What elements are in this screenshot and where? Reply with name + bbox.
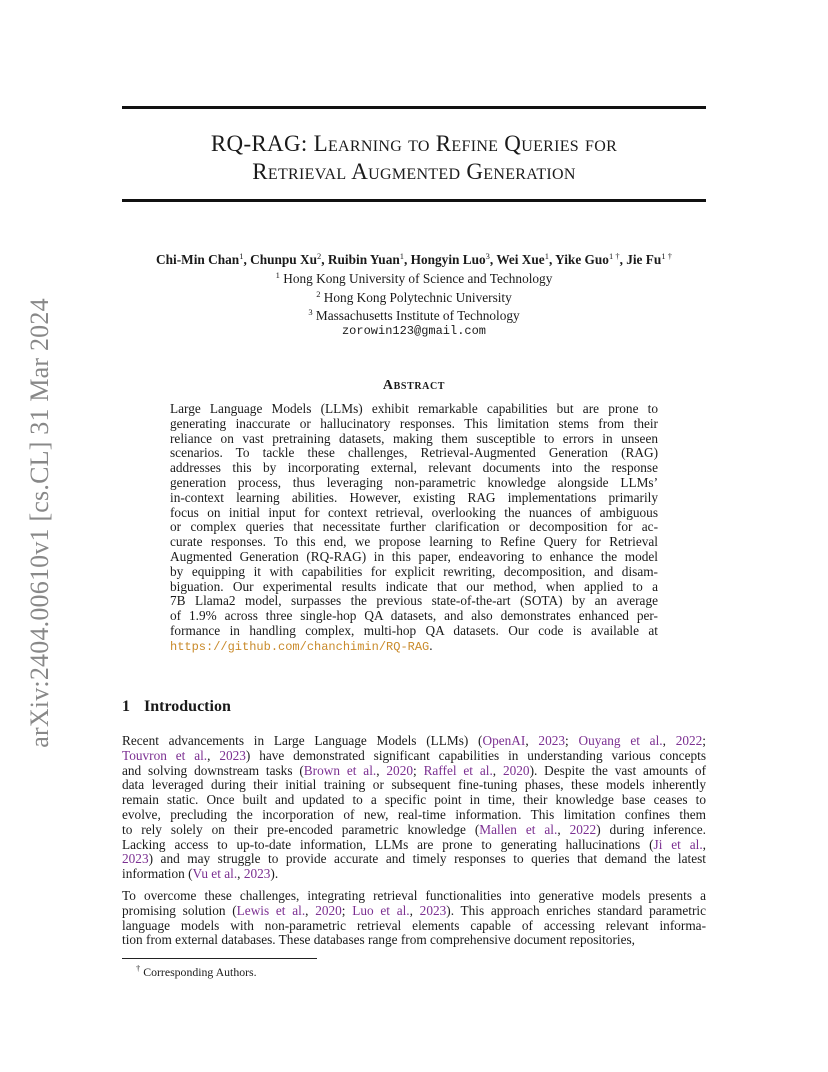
text-line [122, 808, 706, 823]
text-run: remain static. Once built and updated to a specific point in time, their knowledge base ceases to [122, 792, 706, 808]
text-line [122, 889, 706, 904]
text-run: language models with non-parametric retrieval elements capable of accessing relevant informa- [122, 917, 706, 933]
author-name: Chi-Min Chan [156, 252, 240, 267]
text-run: ; [702, 733, 706, 748]
footnote-text: Corresponding Authors. [143, 965, 257, 979]
author-affiliation-marker: 1 [239, 251, 244, 261]
author-name: Wei Xue [496, 252, 545, 267]
text-run: and solving downstream tasks ( [122, 762, 304, 778]
affiliation-marker: 2 [316, 288, 321, 299]
footnote-corresponding-authors [136, 963, 257, 980]
text-run: , [376, 762, 387, 778]
text-run: promising solution ( [122, 902, 237, 918]
title-top-rule [122, 106, 706, 109]
text-run: to rely solely on their pre-encoded parametric knowledge ( [122, 821, 480, 837]
affiliation-line [110, 268, 718, 287]
affiliation-name: Hong Kong Polytechnic University [323, 289, 512, 305]
text-run: ) have demonstrated significant capabilities in understanding various concepts [245, 747, 706, 763]
author-affiliation-marker: 1 † [608, 251, 620, 261]
citation-link[interactable]: 2020 [386, 762, 413, 778]
abstract-line: formance in handling complex, multi-hop QA datasets. Our code is available at [170, 622, 658, 638]
section-number: 1 [122, 698, 130, 715]
text-line [122, 933, 706, 948]
abstract-line: biguation. Our experimental results indicate that our method, when applied to a [170, 578, 658, 594]
citation-link[interactable]: Vu et al. [192, 866, 238, 882]
citation-link[interactable]: Ji et al. [653, 836, 703, 852]
text-run: evolve, precluding the incorporation of new, real-time information. This limitation confines them [122, 806, 706, 822]
abstract-line: reliance on vast pretraining datasets, making them susceptible to errors in unseen [170, 430, 658, 446]
text-run: ) during inference. [596, 821, 706, 837]
author-affiliation-marker: 1 † [661, 251, 672, 261]
text-line [122, 749, 706, 764]
citation-link[interactable]: 2023 [538, 733, 566, 748]
citation-link[interactable]: Ouyang et al. [578, 733, 663, 748]
abstract-line: generating inaccurate or hallucinatory responses. This limitation stems from their [170, 415, 658, 431]
paper-title-line-1: RQ-RAG: Learning to Refine Queries for [210, 131, 618, 156]
text-run: ). This approach enriches standard parametric [446, 902, 706, 918]
text-line [122, 778, 706, 793]
citation-link[interactable]: Brown et al. [303, 762, 377, 778]
text-run: , [702, 836, 706, 852]
text-line [122, 852, 706, 867]
text-run: , [305, 902, 316, 918]
text-run: Lacking access to up-to-date information, LLMs are prone to generating hallucinations ( [122, 836, 654, 852]
affiliation-name: Hong Kong University of Science and Technology [283, 271, 553, 286]
citation-link[interactable]: OpenAI [482, 733, 526, 748]
section-title: Introduction [144, 698, 231, 715]
citation-link[interactable]: 2020 [502, 762, 530, 778]
author-name: Ruibin Yuan [327, 252, 400, 267]
author-affiliation-marker: 2 [317, 251, 322, 261]
text-run: , [237, 866, 244, 882]
text-run: information ( [122, 866, 193, 882]
abstract-line: of 1.9% across three single-hop QA datasets, and also demonstrates enhanced per- [170, 608, 658, 624]
citation-link[interactable]: 2023 [419, 902, 447, 918]
text-run: ) and may struggle to provide accurate and timely responses to queries that demand the latest [148, 851, 706, 867]
author-affiliation-marker: 1 [544, 251, 549, 261]
affiliation-name: Massachusetts Institute of Technology [315, 308, 520, 323]
arxiv-identifier-stamp: arXiv:2404.00610v1 [cs.CL] 31 Mar 2024 [25, 298, 54, 748]
text-run: , [557, 821, 570, 837]
abstract-line: curate responses. To this end, we propose learning to Refine Query for Retrieval [170, 534, 658, 550]
text-run: , [409, 902, 420, 918]
citation-link[interactable]: 2023 [243, 866, 271, 882]
title-bottom-rule [122, 199, 706, 202]
code-repository-link[interactable]: https://github.com/chanchimin/RQ-RAG [170, 639, 430, 654]
author-name: Hongyin Luo [410, 252, 486, 267]
abstract-line: in-context learning abilities. However, existing RAG implementations primarily [170, 489, 658, 505]
author-name: Yike Guo [555, 252, 609, 267]
citation-link[interactable]: Touvron et al. [122, 747, 208, 763]
introduction-paragraph-1 [122, 734, 706, 882]
author-block [110, 248, 718, 339]
citation-link[interactable]: 2023 [122, 851, 149, 867]
text-run: tion from external databases. These databases range from comprehensive document repositories, [122, 932, 635, 948]
abstract-line: by equipping it with capabilities for explicit rewriting, decomposition, and disam- [170, 563, 658, 579]
paper-title [122, 130, 706, 186]
author-name: Chunpu Xu [250, 252, 317, 267]
contact-email[interactable]: zorowin123@gmail.com [341, 323, 487, 338]
citation-link[interactable]: Mallen et al. [479, 821, 558, 837]
citation-link[interactable]: 2023 [219, 747, 246, 763]
text-run: data leveraged during their initial training or subsequent fine-tuning phases, these models inherently [122, 777, 706, 793]
text-run: ). [270, 866, 279, 882]
text-run: , [662, 733, 676, 748]
abstract-line: 7B Llama2 model, surpasses the previous state-of-the-art (SOTA) by an average [170, 593, 658, 609]
author-affiliation-marker: 3 [485, 251, 490, 261]
text-line [122, 734, 706, 749]
footnote-rule [122, 958, 317, 959]
abstract-line: focus on initial input for context retrieval, overlooking the nuances of ambiguous [170, 504, 658, 520]
author-list: Chi-Min Chan$^1$, Chunpu Xu$^2$, Ruibin Yuan$^1$, Hongyin Luo$^3$, Wei Xue$^1$, Yike Guo$^{1 \dagger}$, Jie $Fu^{1 \dagger}$ [156, 251, 672, 267]
text-line [122, 764, 706, 779]
citation-link[interactable]: Lewis et al. [236, 902, 306, 918]
citation-link[interactable]: 2022 [675, 733, 703, 748]
abstract-heading: Abstract [382, 378, 446, 393]
text-line [122, 838, 706, 853]
text-run: Recent advancements in Large Language Models (LLMs) ( [122, 733, 483, 748]
citation-link[interactable]: Luo et al. [352, 902, 410, 918]
text-line [122, 867, 706, 882]
text-line [122, 793, 706, 808]
abstract-line: Augmented Generation (RQ-RAG) in this paper, endeavoring to enhance the model [170, 548, 658, 564]
text-run: , [492, 762, 503, 778]
citation-link[interactable]: Raffel et al. [423, 762, 493, 778]
text-run: ; [565, 733, 579, 748]
text-line [122, 904, 706, 919]
affiliation-line [110, 305, 718, 324]
text-run: To overcome these challenges, integrating retrieval functionalities into generative models presents a [122, 888, 706, 903]
author-name: Jie Fu [626, 252, 662, 267]
text-run: , [525, 733, 539, 748]
abstract-line: scenarios. To tackle these challenges, Retrieval-Augmented Generation (RAG) [170, 445, 658, 461]
abstract-end-punctuation: . [429, 637, 433, 653]
author-affiliation-marker: 1 [399, 251, 404, 261]
text-run: ; [341, 902, 353, 918]
text-line [122, 919, 706, 934]
footnote-marker: † [136, 963, 141, 973]
abstract-line: or complex queries that necessitate further clarification or decomposition for ac- [170, 519, 658, 535]
text-line [122, 823, 706, 838]
abstract-body [170, 402, 658, 655]
affiliation-list [110, 268, 718, 324]
abstract-line: generation process, thus leveraging non-parametric knowledge alongside LLMs’ [170, 474, 658, 490]
affiliation-marker: 3 [308, 307, 313, 317]
paper-title-line-2: Retrieval Augmented Generation [252, 159, 576, 184]
citation-link[interactable]: 2020 [315, 902, 342, 918]
abstract-line: Large Language Models (LLMs) exhibit remarkable capabilities but are prone to [170, 401, 658, 416]
introduction-paragraph-2 [122, 889, 706, 948]
text-run: ; [413, 762, 424, 778]
section-heading-introduction [122, 698, 231, 716]
affiliation-line [110, 287, 718, 306]
text-run: , [207, 747, 220, 763]
citation-link[interactable]: 2022 [569, 821, 597, 837]
abstract-line [170, 639, 658, 655]
affiliation-marker: 1 [275, 270, 280, 280]
abstract-line: addresses this by incorporating external, relevant documents into the response [170, 460, 658, 476]
text-run: ). Despite the vast amounts of [529, 762, 706, 778]
